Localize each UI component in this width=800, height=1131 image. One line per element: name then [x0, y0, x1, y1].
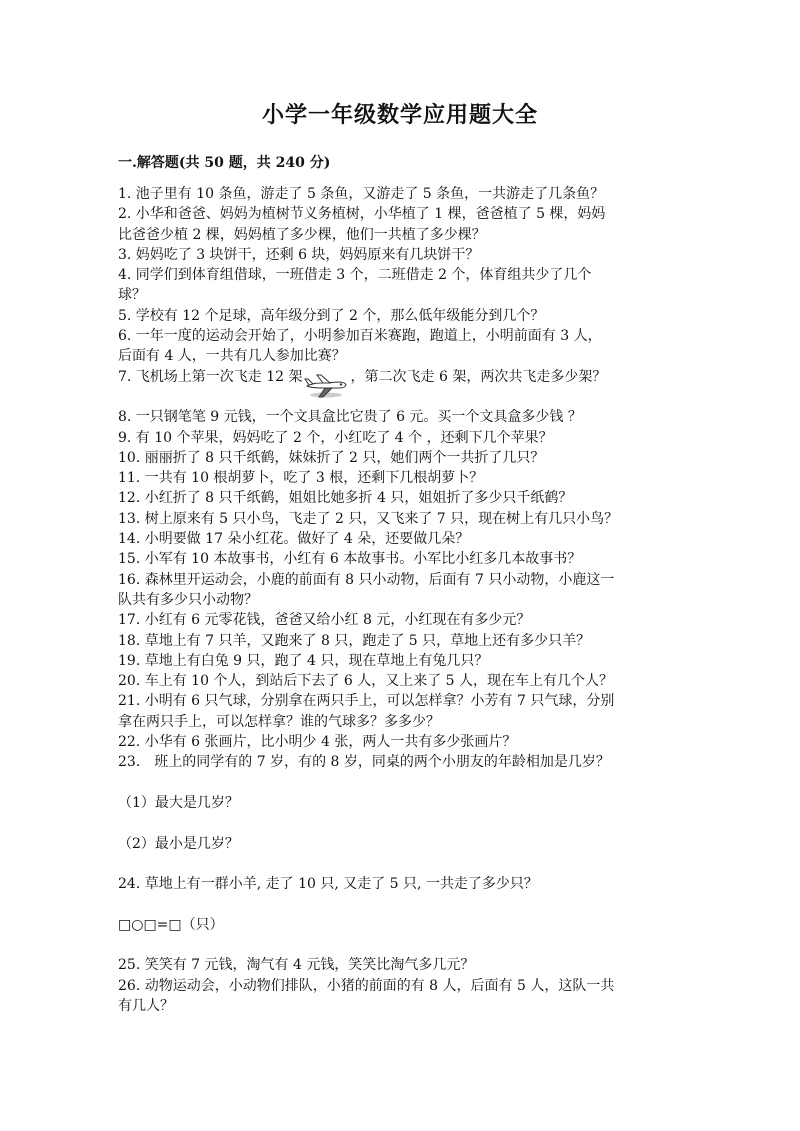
question-line: 18. 草地上有 7 只羊，又跑来了 8 只，跑走了 5 只，草地上还有多少只羊？ — [118, 632, 591, 649]
question-line: 19. 草地上有白兔 9 只，跑了 4 只，现在草地上有兔几只？ — [118, 652, 489, 669]
section-heading: 一.解答题(共 50 题，共 240 分) — [118, 155, 331, 171]
question-line: 5. 学校有 12 个足球，高年级分到了 2 个，那么低年级能分到几个？ — [118, 307, 545, 324]
question-line: 22. 小华有 6 张画片，比小明少 4 张，两人一共有多少张画片？ — [118, 734, 517, 751]
answer-template: □○□=□（只） — [118, 916, 224, 933]
spacer — [118, 773, 680, 793]
question-line: 8. 一只钢笔笔 9 元钱，一个文具盒比它贵了 6 元。买一个文具盒多少钱 ？ — [118, 409, 582, 426]
question-line: 后面有 4 人，一共有几人参加比赛？ — [118, 348, 346, 365]
question-line: 11. 一共有 10 根胡萝卜，吃了 3 根，还剩下几根胡萝卜？ — [118, 470, 484, 487]
question-line: 6. 一年一度的运动会开始了，小明参加百米赛跑，跑道上，小明前面有 3 人， — [118, 328, 602, 345]
spacer — [118, 854, 680, 874]
sub-question: （2）最小是几岁？ — [118, 835, 239, 852]
question-line: 12. 小红折了 8 只千纸鹤，姐姐比她多折 4 只，姐姐折了多少只千纸鹤？ — [118, 490, 573, 507]
question-line: 球？ — [118, 287, 146, 304]
question-text-part: ，第二次飞走 6 架，两次共飞走多少架？ — [350, 368, 607, 385]
question-line-with-airplane — [118, 367, 680, 387]
question-line: 队共有多少只小动物？ — [118, 591, 258, 608]
spacer — [118, 387, 680, 407]
sub-question: （1）最大是几岁？ — [118, 794, 239, 811]
question-text-part: 7. 飞机场上第一次飞走 12 架 — [118, 368, 303, 385]
question-line: 4. 同学们到体育组借球，一班借走 3 个，二班借走 2 个，体育组共少了几个 — [118, 267, 592, 284]
page-title: 小学一年级数学应用题大全 — [261, 102, 538, 128]
question-line: 比爸爸少植 2 棵，妈妈植了多少棵，他们一共植了多少棵？ — [118, 226, 486, 243]
question-line: 23. 班上的同学有的 7 岁，有的 8 岁，同桌的两个小朋友的年龄相加是几岁？ — [118, 754, 610, 771]
question-line: 26. 动物运动会，小动物们排队，小猪的前面的有 8 人，后面有 5 人，这队一共 — [118, 977, 615, 994]
question-line: 有几人？ — [118, 997, 174, 1014]
question-line: 15. 小军有 10 本故事书，小红有 6 本故事书。小军比小红多几本故事书？ — [118, 551, 582, 568]
question-line: 拿在两只手上，可以怎样拿？谁的气球多？多多少？ — [118, 713, 440, 730]
question-line: 14. 小明要做 17 朵小红花。做好了 4 朵，还要做几朵？ — [118, 531, 470, 548]
question-line: 17. 小红有 6 元零花钱，爸爸又给小红 8 元，小红现在有多少元？ — [118, 612, 531, 629]
question-line: 20. 车上有 10 个人，到站后下去了 6 人，又上来了 5 人，现在车上有几个人？ — [118, 673, 614, 690]
question-line: 10. 丽丽折了 8 只千纸鹤，妹妹折了 2 只，她们两个一共折了几只？ — [118, 449, 545, 466]
airplane-icon — [303, 367, 351, 387]
question-line: 21. 小明有 6 只气球，分别拿在两只手上，可以怎样拿？小芳有 7 只气球，分别 — [118, 693, 615, 710]
question-line: 2. 小华和爸爸、妈妈为植树节义务植树，小华植了 1 棵，爸爸植了 5 棵，妈妈 — [118, 206, 606, 223]
question-list — [118, 184, 680, 1016]
spacer — [118, 813, 680, 833]
spacer — [118, 935, 680, 955]
question-line: 16. 森林里开运动会，小鹿的前面有 8 只小动物，后面有 7 只小动物，小鹿这一 — [118, 571, 615, 588]
question-line: 3. 妈妈吃了 3 块饼干，还剩 6 块，妈妈原来有几块饼干？ — [118, 246, 480, 263]
question-line: 24. 草地上有一群小羊, 走了 10 只, 又走了 5 只, 一共走了多少只？ — [118, 876, 538, 893]
question-line: 25. 笑笑有 7 元钱，淘气有 4 元钱，笑笑比淘气多几元？ — [118, 957, 475, 974]
question-line: 1. 池子里有 10 条鱼，游走了 5 条鱼，又游走了 5 条鱼，一共游走了几条鱼？ — [118, 186, 605, 202]
question-line: 9. 有 10 个苹果，妈妈吃了 2 个，小红吃了 4 个 ，还剩下几个苹果？ — [118, 429, 553, 446]
question-line: 13. 树上原来有 5 只小鸟，飞走了 2 只，又飞来了 7 只，现在树上有几只小鸟？ — [118, 510, 619, 527]
spacer — [118, 894, 680, 914]
